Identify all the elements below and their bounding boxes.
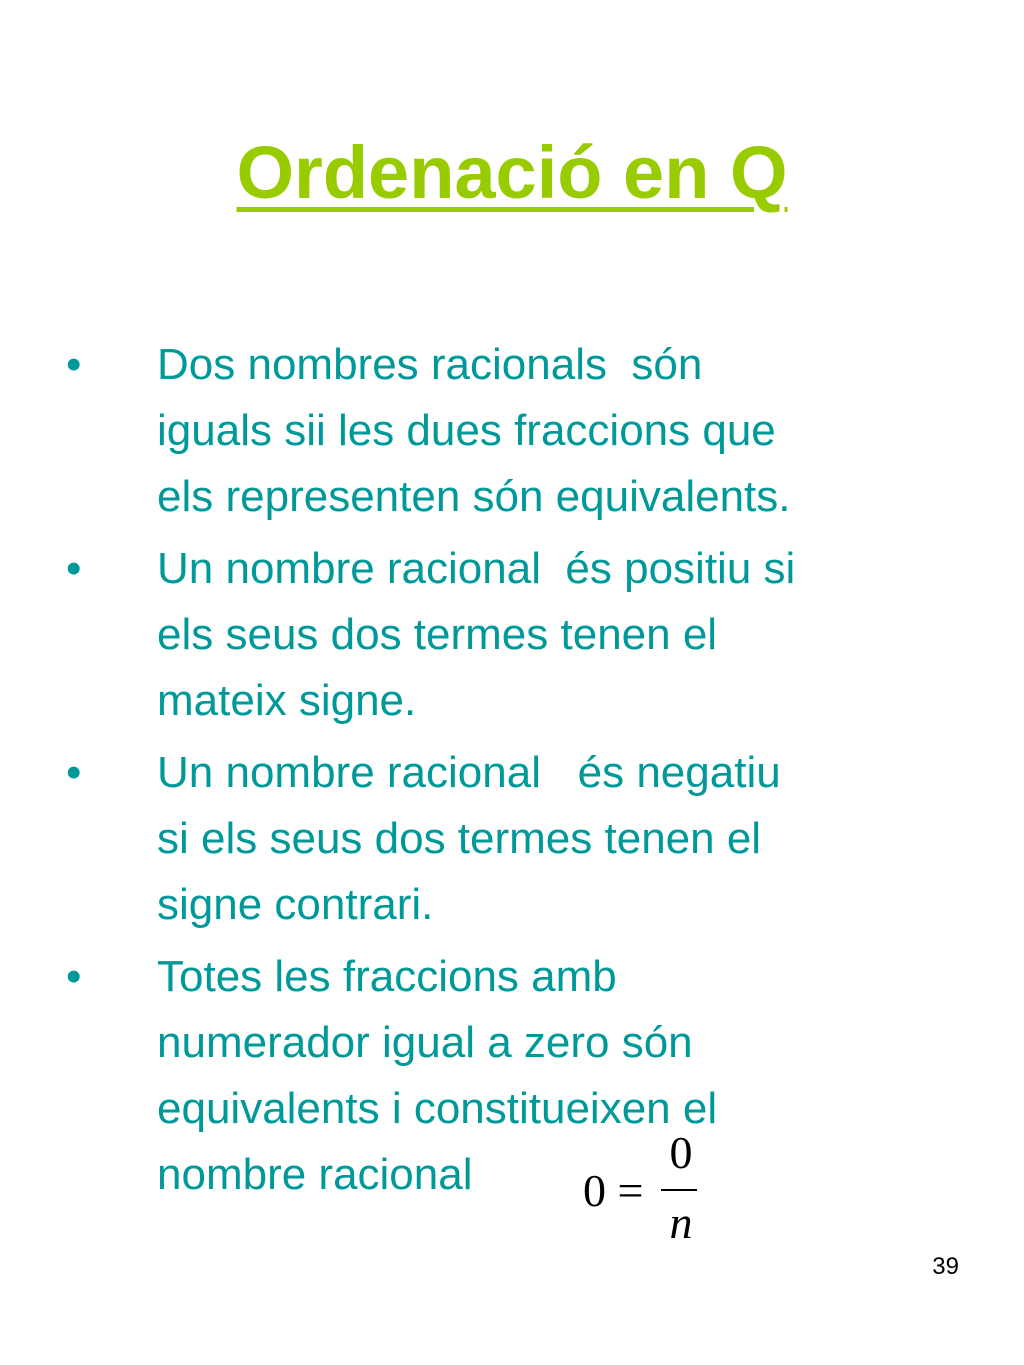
slide-title: Ordenació en Q: [236, 131, 788, 214]
bullet-item: [0, 332, 1024, 530]
bullet-item: [0, 740, 1024, 938]
bullet-marker: •: [66, 952, 82, 1001]
bullet-marker: •: [66, 544, 82, 593]
bullet-item: [0, 536, 1024, 734]
bullet-text: Totes les fraccions amb numerador igual a zero són equivalents i constitueixen el nombre racional: [157, 952, 718, 1199]
formula-lhs: 0 =: [583, 1165, 644, 1216]
bullet-text: Dos nombres racionals són iguals sii les dues fraccions que els representen són equivalents.: [157, 340, 791, 521]
formula-denominator: n: [669, 1197, 693, 1248]
bullet-text: Un nombre racional és negatiu si els seus dos termes tenen el signe contrari.: [157, 748, 781, 929]
bullet-item: [0, 944, 1024, 1208]
bullet-list: [0, 332, 1024, 1214]
bullet-marker: •: [66, 748, 82, 797]
bullet-marker: •: [66, 340, 82, 389]
formula-numerator: 0: [669, 1127, 693, 1178]
bullet-text: Un nombre racional és positiu si els seus dos termes tenen el mateix signe.: [157, 544, 796, 725]
fraction-bar: [661, 1189, 697, 1191]
page-number: 39: [932, 1253, 959, 1280]
